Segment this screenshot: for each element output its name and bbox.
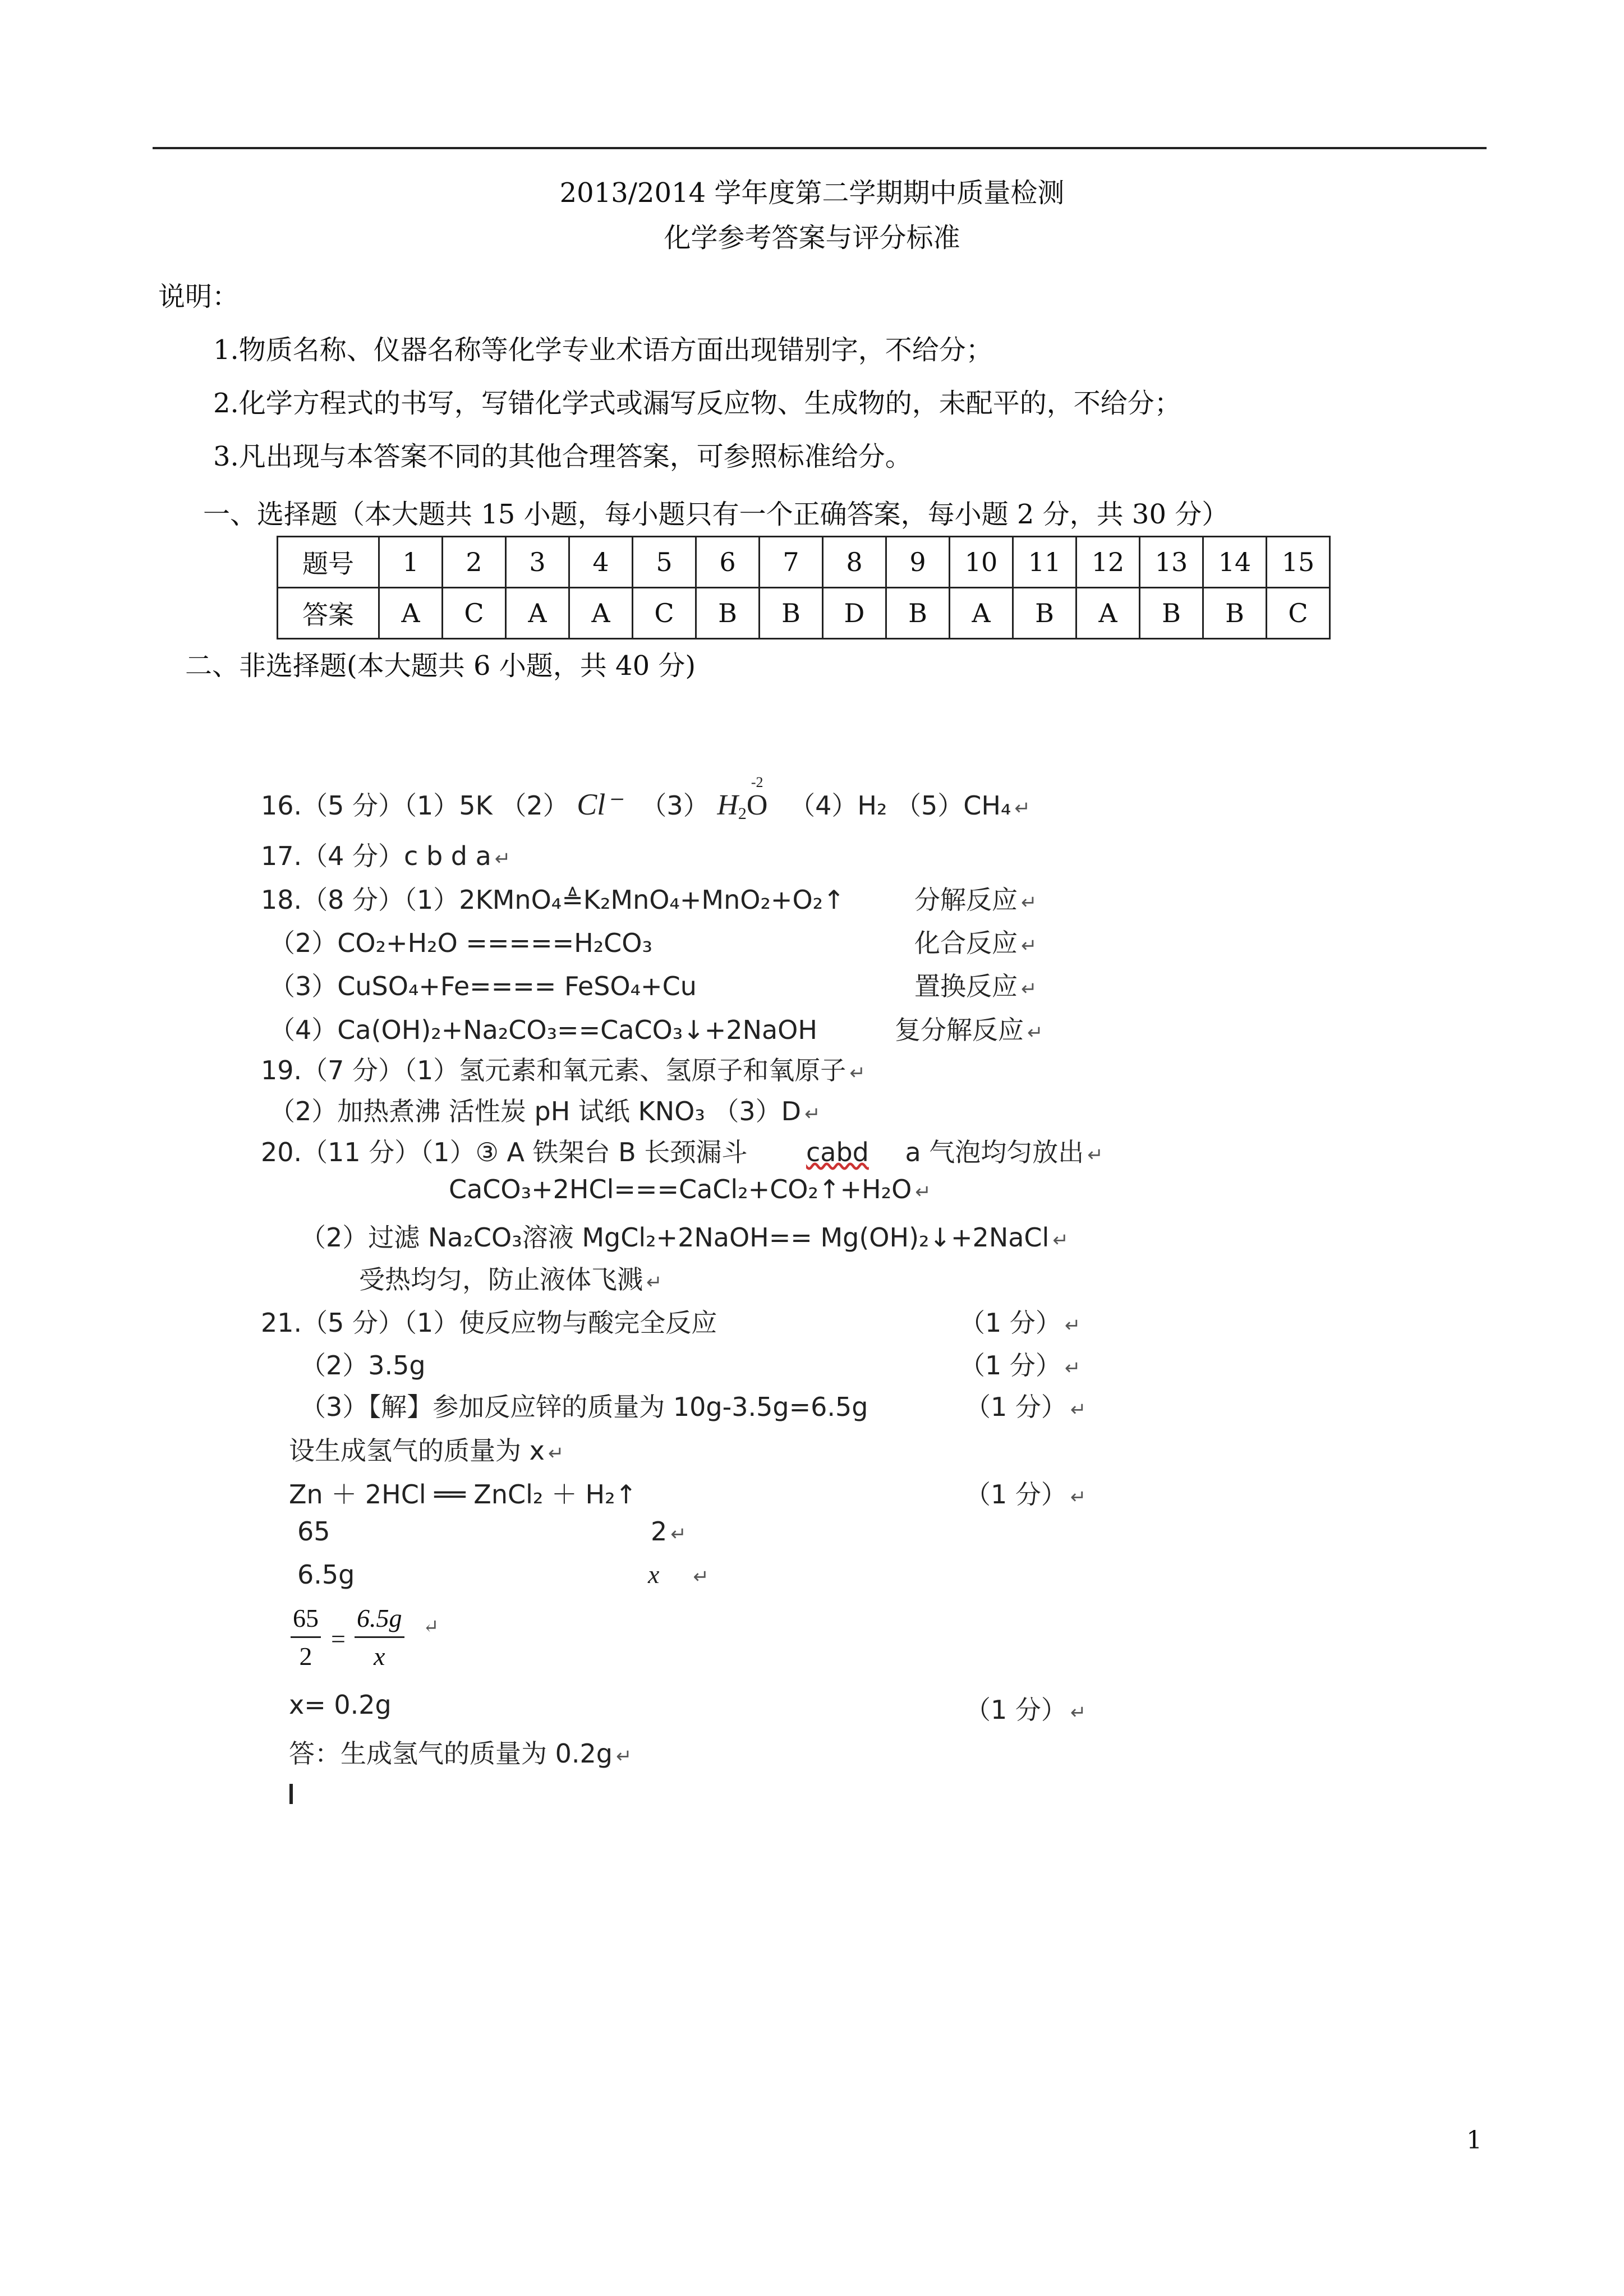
q20-line3 [300,1217,1069,1254]
q19-line1 [261,1050,866,1087]
q18-line3: （3）CuSO₄+Fe==== FeSO₄+Cu [269,971,697,1001]
table-cell: D [823,588,886,639]
q18-type4 [895,1010,1043,1047]
table-cell: 4 [569,537,633,588]
table-cell: C [633,588,696,639]
q20-line1c: a 气泡均匀放出 [905,1137,1084,1167]
q16-chloride-ion: Cl⁻ [577,788,622,821]
q18-type2 [914,923,1037,960]
q18-type3 [914,966,1037,1003]
return-mark-icon: ↵ [1052,1229,1069,1251]
table-cell: B [1203,588,1267,639]
q20-line1a: 20.（11 分）（1）③ A 铁架台 B 长颈漏斗 [261,1137,748,1167]
table-cell: 14 [1203,537,1267,588]
table-cell: A [506,588,569,639]
return-mark-icon: ↵ [1014,797,1030,820]
q16-part45: （4）H₂ （5）CH₄ [789,790,1011,821]
q21-mass-h2 [651,1516,687,1547]
q20-line4 [359,1259,663,1296]
table-cell: 10 [950,537,1013,588]
table-cell: B [886,588,950,639]
q16-part3: （3） [641,790,709,821]
q21-line2: （2）3.5g [300,1350,426,1381]
q21-frac1-numerator: 65 [291,1603,321,1638]
q21-fraction-1 [291,1603,321,1671]
q18-line1: 18.（8 分）（1）2KMnO₄≜K₂MnO₄+MnO₂+O₂↑ [261,885,845,915]
page-number: 1 [1466,2126,1482,2155]
q21-score3-text: （1 分） [965,1392,1067,1422]
q21-mass-zn: 65 [297,1516,330,1547]
table-cell: 1 [379,537,443,588]
q21-unknown [648,1559,709,1589]
q20-line2-text: CaCO₃+2HCl===CaCl₂+CO₂↑+H₂O [449,1174,912,1204]
document-subtitle: 化学参考答案与评分标准 [664,222,960,254]
return-mark-icon: ↵ [670,1523,687,1545]
q21-score1 [959,1303,1080,1340]
q21-line4-text: 设生成氢气的质量为 x [289,1435,545,1466]
q18-type2-text: 化合反应 [914,928,1018,958]
answer-table-answer-row [278,588,1330,639]
q19-line1-text: 19.（7 分）（1）氢元素和氧元素、氢原子和氧原子 [261,1055,846,1085]
return-mark-icon: ↵ [1021,978,1037,1000]
q21-score5 [965,1690,1086,1727]
q18-line4: （4）Ca(OH)₂+Na₂CO₃==CaCO₃↓+2NaOH [269,1015,817,1045]
q21-line3: （3）【解】参加反应锌的质量为 10g-3.5g=6.5g [300,1392,868,1422]
table-cell: B [696,588,760,639]
table-cell: 5 [633,537,696,588]
q16-water-h: H [717,789,738,821]
return-mark-icon: ↵ [849,1062,866,1084]
q20-line3-text: （2）过滤 Na₂CO₃溶液 MgCl₂+2NaOH== Mg(OH)₂↓+2NaCl [300,1222,1050,1253]
table-cell: A [1076,588,1140,639]
return-mark-icon: ↵ [1087,1144,1103,1166]
q21-unknown-text: x [648,1560,660,1589]
q18-line2: （2）CO₂+H₂O =====H₂CO₃ [269,928,652,958]
answer-table [277,536,1331,639]
table-cell: 15 [1267,537,1330,588]
return-mark-icon: ↵ [423,1616,439,1638]
table-cell: A [379,588,443,639]
return-mark-icon: ↵ [1070,1398,1087,1421]
note-item-3: 3.凡出现与本答案不同的其他合理答案，可参照标准给分。 [213,441,912,472]
q16-answer [261,774,1030,823]
return-mark-icon: ↵ [1070,1701,1087,1724]
q21-result: x= 0.2g [289,1690,392,1720]
q21-answer-text: 答：生成氢气的质量为 0.2g [289,1738,613,1769]
table-cell: 7 [760,537,823,588]
q19-line2 [269,1091,821,1128]
q18-type1-text: 分解反应 [914,885,1018,915]
q20-order: cabd [806,1137,869,1167]
q16-water-o: O [746,789,768,821]
table-row-label: 答案 [278,588,379,639]
q21-line1: 21.（5 分）（1）使反应物与酸完全反应 [261,1308,717,1338]
q21-equals: = [331,1625,346,1653]
q17-text: 17.（4 分）c b d a [261,841,491,871]
q21-score5-text: （1 分） [965,1695,1067,1725]
return-mark-icon: ↵ [1070,1486,1087,1508]
document-title: 2013/2014 学年度第二学期期中质量检测 [559,177,1065,209]
q21-frac2-denominator: x [374,1642,385,1671]
table-cell: B [760,588,823,639]
q20-line2 [449,1174,931,1204]
table-cell: 13 [1140,537,1203,588]
return-mark-icon: ↵ [1064,1357,1081,1379]
q21-frac2-numerator: 6.5g [355,1603,404,1638]
table-cell: 6 [696,537,760,588]
q21-equation: Zn ＋ 2HCl ══ ZnCl₂ ＋ H₂↑ [289,1479,637,1510]
q17-answer [261,836,510,873]
return-mark-icon: ↵ [915,1181,931,1203]
return-mark-icon: ↵ [1027,1022,1043,1044]
return-mark-icon: ↵ [693,1567,709,1588]
return-mark-icon: ↵ [646,1271,663,1294]
q20-line1 [261,1132,1103,1169]
q21-mass-h2-text: 2 [651,1516,668,1547]
return-mark-icon: ↵ [1021,891,1037,914]
table-cell: 9 [886,537,950,588]
q21-frac1-denominator: 2 [299,1642,312,1671]
q19-line2-text: （2）加热煮沸 活性炭 pH 试纸 KNO₃ （3）D [269,1096,802,1126]
section1-heading: 一、选择题（本大题共 15 小题，每小题只有一个正确答案，每小题 2 分，共 30 分） [203,499,1229,530]
q21-answer [289,1733,632,1770]
return-mark-icon: ↵ [1021,935,1037,957]
header-rule [153,147,1487,149]
answer-table-number-row [278,537,1330,588]
q21-score2-text: （1 分） [959,1350,1061,1381]
note-item-2: 2.化学方程式的书写，写错化学式或漏写反应物、生成物的，未配平的，不给分； [213,388,1181,419]
q18-type3-text: 置换反应 [914,971,1018,1001]
table-row-label: 题号 [278,537,379,588]
q16-water-sub: 2 [738,804,747,823]
q21-fraction-2 [355,1603,404,1671]
q18-type4-text: 复分解反应 [895,1015,1024,1045]
section2-heading: 二、非选择题(本大题共 6 小题，共 40 分) [185,650,696,682]
table-cell: 2 [443,537,506,588]
return-mark-icon: ↵ [494,848,511,870]
table-cell: 12 [1076,537,1140,588]
text-cursor-mark [289,1784,293,1804]
q21-given-mass: 6.5g [297,1559,355,1590]
table-cell: A [569,588,633,639]
q21-score4-text: （1 分） [965,1479,1067,1510]
q21-score4 [965,1474,1086,1511]
table-cell: 3 [506,537,569,588]
q18-type1 [914,880,1037,917]
return-mark-icon: ↵ [615,1745,632,1768]
q16-oxygen-charge: -2 [751,774,763,790]
table-cell: B [1140,588,1203,639]
table-cell: 11 [1013,537,1076,588]
table-cell: C [443,588,506,639]
table-cell: B [1013,588,1076,639]
q20-line4-text: 受热均匀，防止液体飞溅 [359,1264,643,1295]
table-cell: 8 [823,537,886,588]
q21-score3 [965,1387,1086,1424]
q21-line4 [289,1430,564,1467]
notes-label: 说明： [158,281,240,312]
return-mark-icon: ↵ [548,1442,564,1465]
table-cell: A [950,588,1013,639]
q21-score1-text: （1 分） [959,1308,1061,1338]
return-mark-icon: ↵ [804,1103,821,1125]
note-item-1: 1.物质名称、仪器名称等化学专业术语方面出现错别字，不给分； [213,334,993,366]
q21-score2 [959,1345,1080,1382]
q16-prefix: 16.（5 分）（1）5K （2） [261,790,569,821]
return-mark-icon: ↵ [1064,1314,1081,1337]
table-cell: C [1267,588,1330,639]
